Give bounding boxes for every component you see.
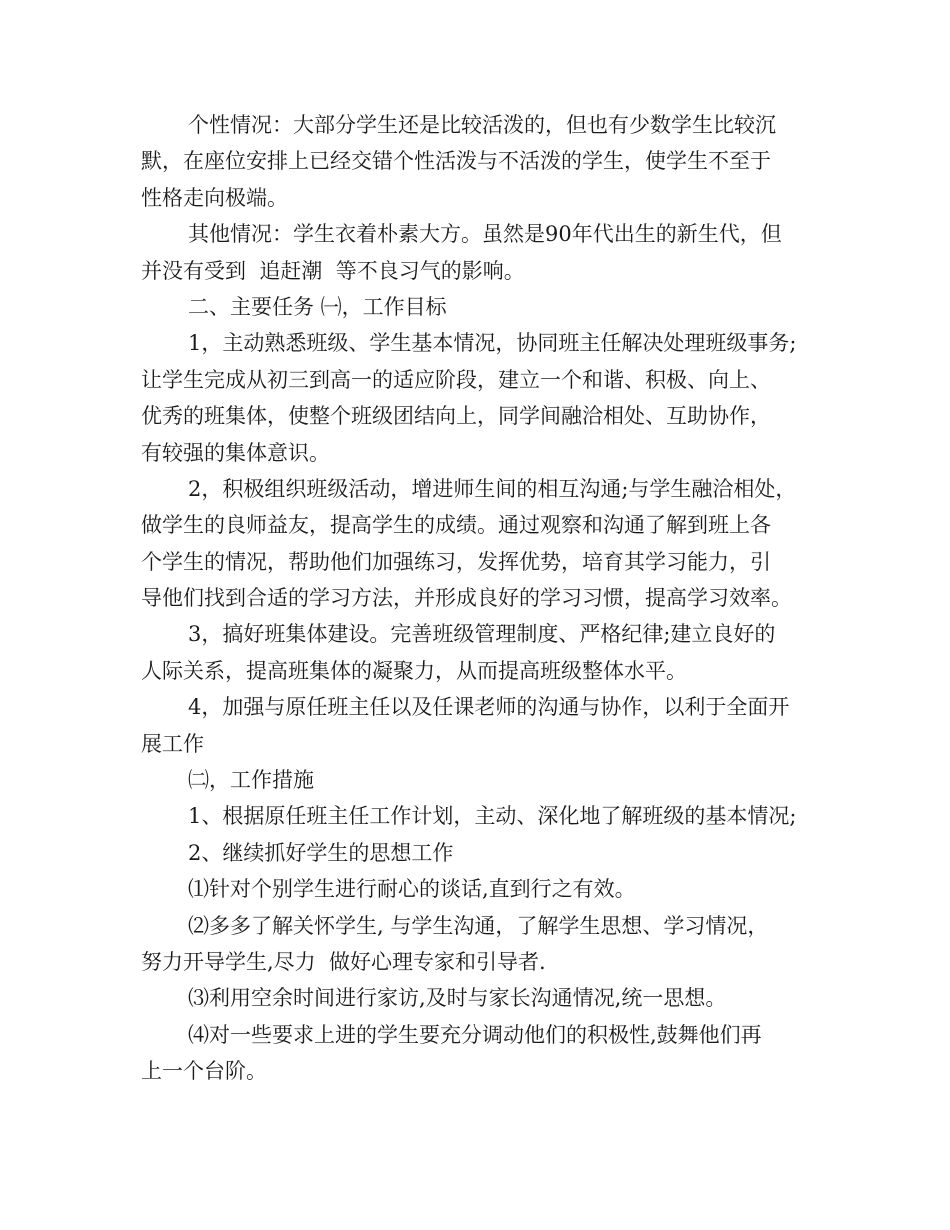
text-line: 人际关系，提高班集体的凝聚力，从而提高班级整体水平。 (141, 658, 687, 683)
text-line: 二、主要任务 ㈠，工作目标 (188, 294, 447, 319)
text-line: 2、继续抓好学生的思想工作 (188, 840, 454, 865)
text-line: ⑶利用空余时间进行家访,及时与家长沟通情况,统一思想。 (188, 986, 727, 1011)
text-line: 个性情况：大部分学生还是比较活泼的，但也有少数学生比较沉 (188, 113, 776, 137)
text-line: 1，主动熟悉班级、学生基本情况，协同班主任解决处理班级事务; (188, 331, 797, 356)
paragraph (141, 871, 831, 907)
text-line: ⑵多多了解关怀学生, 与学生沟通，了解学生思想、学习情况， (188, 913, 769, 938)
text-line: ⑴针对个别学生进行耐心的谈话,直到行之有效。 (188, 877, 636, 902)
text-line: 上一个台阶。 (141, 1059, 267, 1084)
paragraph (141, 107, 831, 216)
text-line: 优秀的班集体，使整个班级团结向上，同学间融洽相处、互助协作， (141, 404, 771, 429)
paragraph (141, 908, 831, 981)
document-body (141, 107, 831, 1090)
text-line: 性格走向极端。 (141, 185, 288, 210)
text-line: 努力开导学生,尽力 做好心理专家和引导者. (141, 949, 546, 974)
paragraph (141, 616, 831, 689)
paragraph (141, 216, 831, 289)
paragraph (141, 325, 831, 471)
text-line: 展工作 (141, 731, 204, 756)
text-line: ㈡，工作措施 (188, 768, 314, 793)
text-line: 其他情况：学生衣着朴素大方。虽然是90年代出生的新生代，但 (188, 222, 782, 247)
paragraph (141, 980, 831, 1016)
text-line: 有较强的集体意识。 (141, 440, 330, 465)
text-line: 做学生的良师益友，提高学生的成绩。通过观察和沟通了解到班上各 (141, 513, 771, 538)
text-line: 3，搞好班集体建设。完善班级管理制度、严格纪律;建立良好的 (188, 622, 776, 647)
text-line: ⑷对一些要求上进的学生要充分调动他们的积极性,鼓舞他们再 (188, 1022, 762, 1047)
paragraph (141, 471, 831, 617)
text-line: 2，积极组织班级活动，增进师生间的相互沟通;与学生融洽相处， (188, 476, 797, 501)
paragraph (141, 689, 831, 762)
text-line: 个学生的情况，帮助他们加强练习，发挥优势，培育其学习能力，引 (141, 549, 771, 574)
paragraph (141, 835, 831, 871)
paragraph (141, 1017, 831, 1090)
text-line: 4，加强与原任班主任以及任课老师的沟通与协作，以利于全面开 (188, 695, 790, 720)
text-line: 让学生完成从初三到高一的适应阶段，建立一个和谐、积极、向上、 (141, 367, 771, 392)
text-line: 1、根据原任班主任工作计划，主动、深化地了解班级的基本情况; (188, 804, 797, 829)
text-line: 默，在座位安排上已经交错个性活泼与不活泼的学生，使学生不至于 (141, 149, 771, 174)
paragraph (141, 762, 831, 798)
paragraph (141, 798, 831, 834)
text-line: 并没有受到 追赶潮 等不良习气的影响。 (141, 258, 525, 283)
paragraph (141, 289, 831, 325)
text-line: 导他们找到合适的学习方法，并形成良好的学习习惯，提高学习效率。 (141, 586, 792, 611)
